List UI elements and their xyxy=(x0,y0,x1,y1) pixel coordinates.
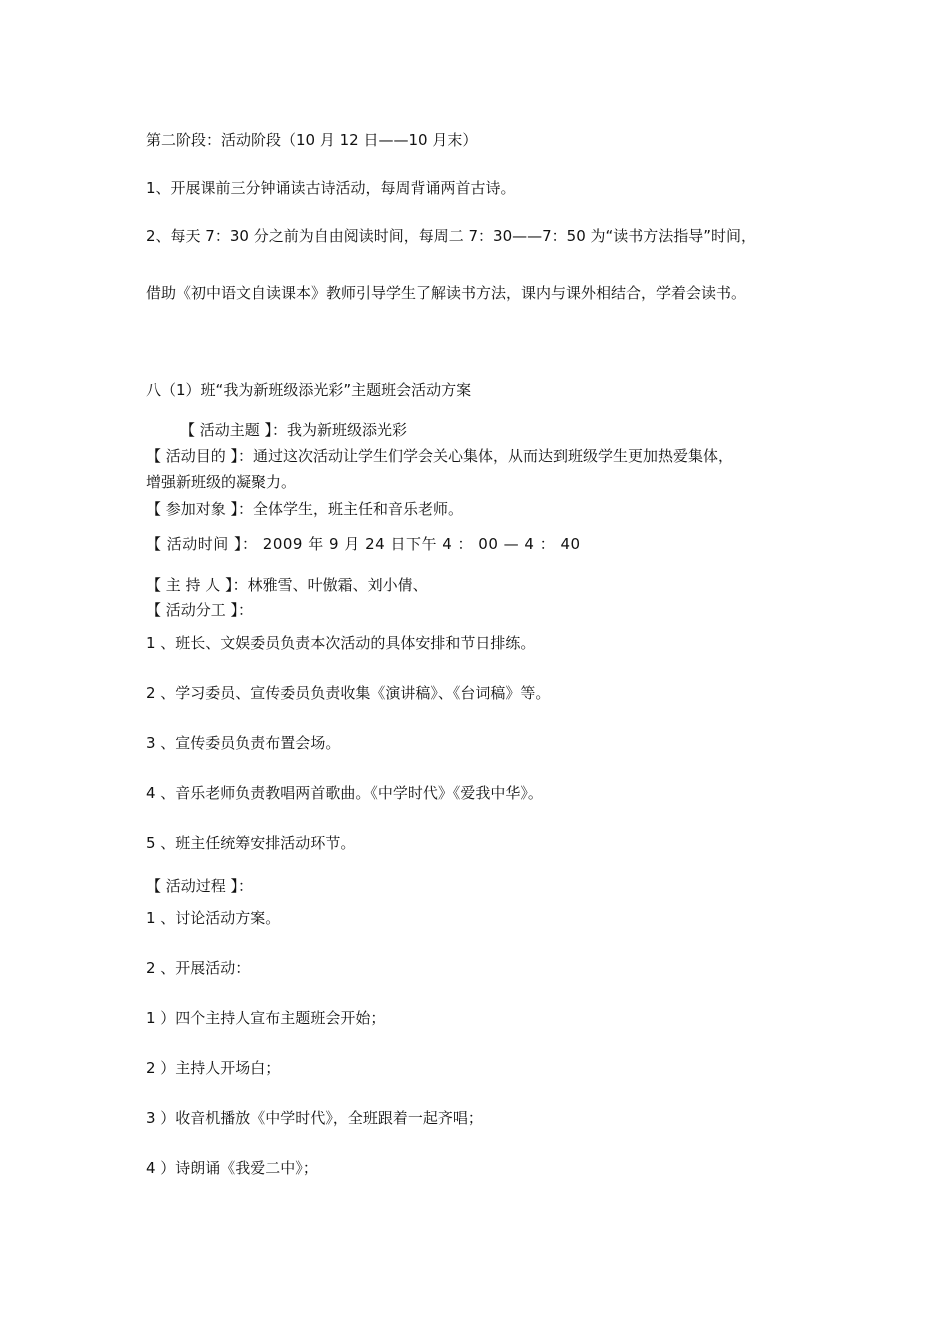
plan-purpose-line-2: 增强新班级的凝聚力。 xyxy=(146,473,297,491)
process-item: 1 、讨论活动方案。 xyxy=(146,909,281,927)
division-item: 2 、学习委员、宣传委员负责收集《演讲稿》、《台词稿》等。 xyxy=(146,684,551,702)
process-sub-item: 3 ）收音机播放《中学时代》，全班跟着一起齐唱； xyxy=(146,1109,483,1127)
plan-title: 八（1）班“我为新班级添光彩”主题班会活动方案 xyxy=(146,381,472,399)
plan-participants: 【 参加对象 】：全体学生，班主任和音乐老师。 xyxy=(146,500,464,518)
process-sub-item: 2 ）主持人开场白； xyxy=(146,1059,281,1077)
division-item: 3 、宣传委员负责布置会场。 xyxy=(146,734,341,752)
plan-purpose-line-1: 【 活动目的 】：通过这次活动让学生们学会关心集体，从而达到班级学生更加热爱集体， xyxy=(146,447,734,465)
stage-heading: 第二阶段：活动阶段（10 月 12 日——10 月末） xyxy=(146,131,478,149)
division-heading: 【 活动分工 】： xyxy=(146,601,254,619)
division-item: 4 、音乐老师负责教唱两首歌曲。《中学时代》《爱我中华》。 xyxy=(146,784,543,802)
stage-item-2-line-1: 2、每天 7：30 分之前为自由阅读时间，每周二 7：30——7：50 为“读书方法指导”时间， xyxy=(146,227,757,245)
stage-item-1: 1、开展课前三分钟诵读古诗活动，每周背诵两首古诗。 xyxy=(146,179,516,197)
plan-time: 【 活动时间 】： 2009 年 9 月 24 日下午 4 ： 00 — 4 ： 40 xyxy=(146,535,581,553)
plan-theme: 【 活动主题 】：我为新班级添光彩 xyxy=(180,421,408,439)
division-item: 5 、班主任统筹安排活动环节。 xyxy=(146,834,356,852)
plan-hosts: 【 主 持 人 】：林雅雪、叶傲霜、刘小倩、 xyxy=(146,576,428,594)
process-sub-item: 4 ）诗朗诵《我爱二中》； xyxy=(146,1159,318,1177)
stage-item-2-line-2: 借助《初中语文自读课本》教师引导学生了解读书方法，课内与课外相结合，学着会读书。 xyxy=(146,284,747,302)
process-sub-item: 1 ）四个主持人宣布主题班会开始； xyxy=(146,1009,386,1027)
process-heading: 【 活动过程 】： xyxy=(146,877,254,895)
division-item: 1 、班长、文娱委员负责本次活动的具体安排和节日排练。 xyxy=(146,634,536,652)
process-item: 2 、开展活动： xyxy=(146,959,251,977)
